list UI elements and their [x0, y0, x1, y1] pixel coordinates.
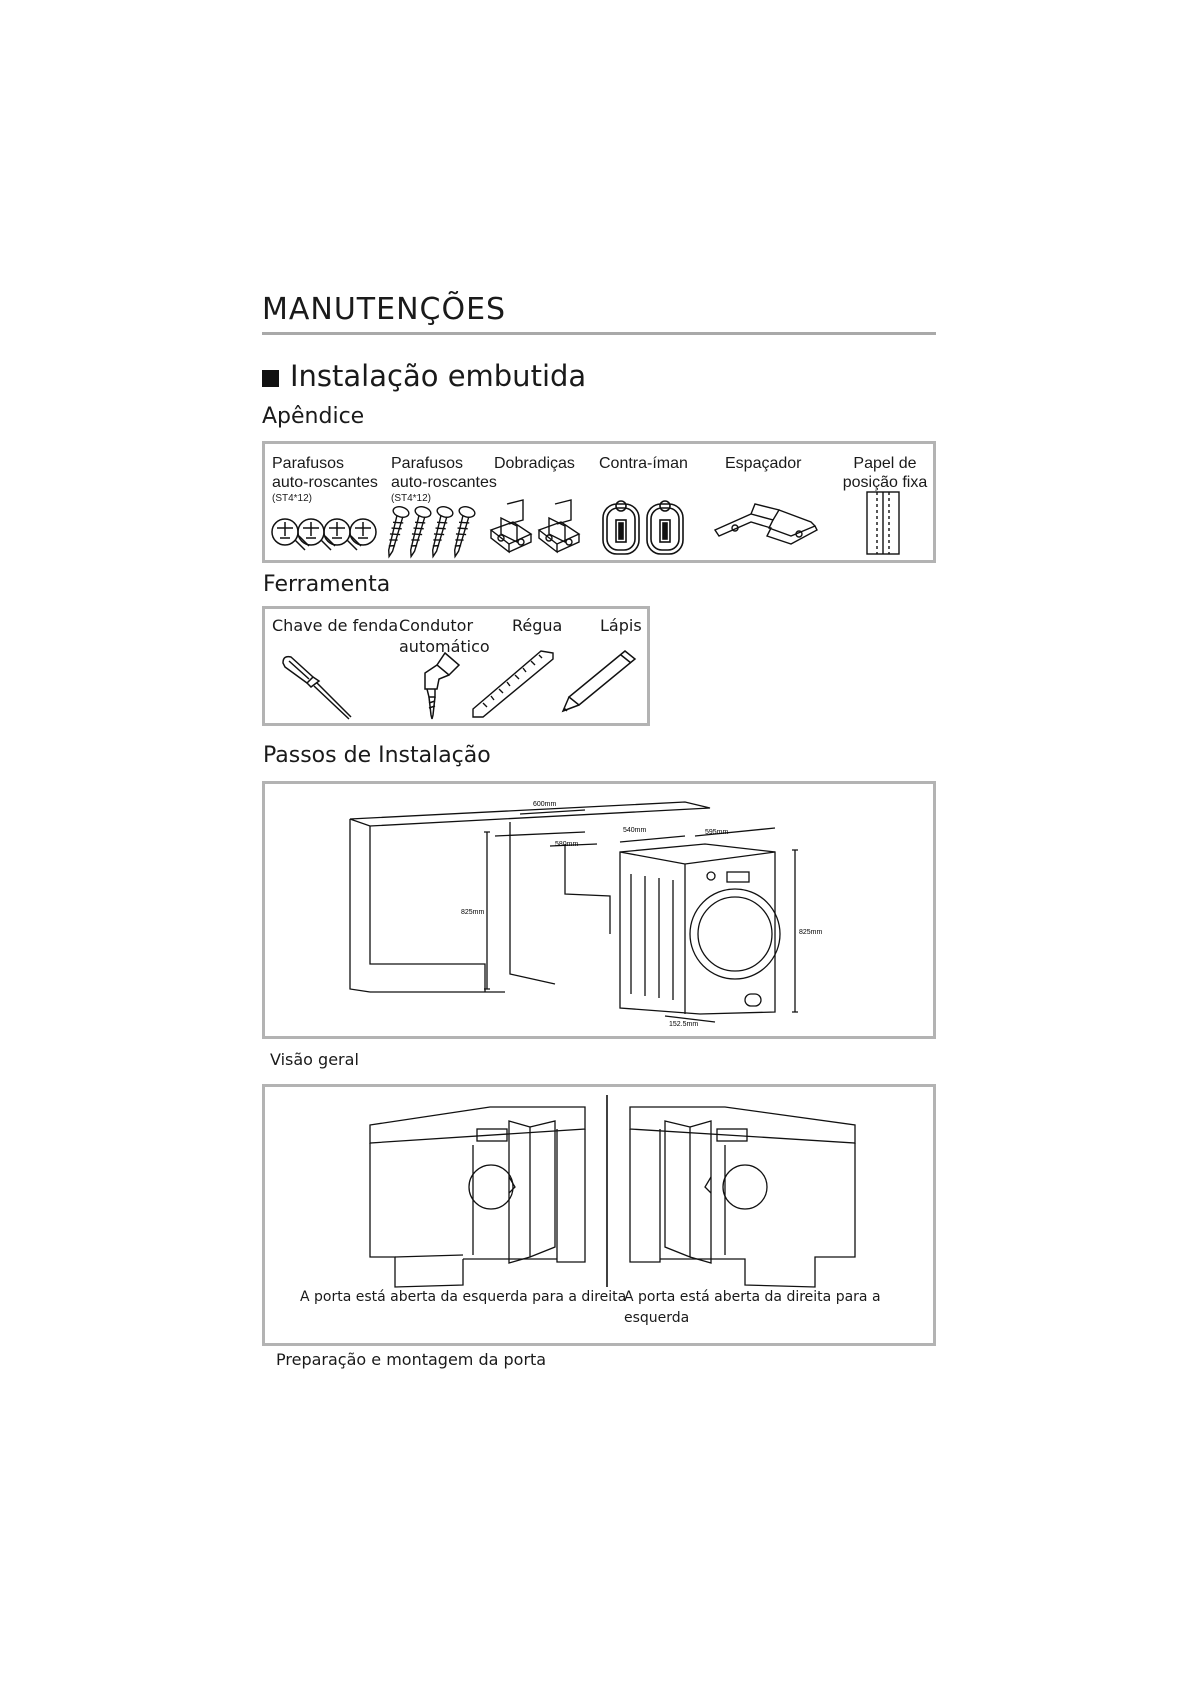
- dim-machine-height: 825mm: [799, 929, 823, 936]
- section-bullet: [262, 370, 279, 387]
- page-title: MANUTENÇÕES: [262, 292, 507, 327]
- appendix-item-1-label: Parafusos auto-roscantes: [272, 455, 378, 491]
- dim-machine-width: 595mm: [705, 829, 729, 836]
- door-caption: Preparação e montagem da porta: [276, 1350, 547, 1369]
- door-box: [262, 1084, 936, 1346]
- dim-machine-depth: 540mm: [623, 827, 647, 834]
- power-drill-icon: [415, 651, 465, 721]
- ruler-icon: [469, 647, 559, 719]
- appendix-item-6-label: Papel de posição fixa: [842, 455, 928, 491]
- flat-screws-icon: [269, 510, 379, 555]
- appendix-item-5-label: Espaçador: [725, 455, 802, 472]
- position-paper-icon: [863, 488, 903, 558]
- appendix-item-1-spec: (ST4*12): [272, 493, 313, 504]
- door-right-caption: A porta está aberta da direita para a esquerda: [624, 1289, 881, 1326]
- tool-4-label: Lápis: [600, 616, 642, 635]
- appendix-item-4-label: Contra-íman: [599, 455, 688, 472]
- title-divider: [262, 332, 936, 335]
- appendix-item-2-spec: (ST4*12): [391, 493, 432, 504]
- tool-3-label: Régua: [512, 616, 563, 635]
- counter-magnets-icon: [599, 496, 689, 558]
- overview-box: [262, 781, 936, 1039]
- appendix-item-2-label: Parafusos auto-roscantes: [391, 455, 497, 491]
- appendix-item-3-label: Dobradiças: [494, 455, 575, 472]
- appendix-heading: Apêndice: [262, 404, 365, 429]
- steps-heading: Passos de Instalação: [263, 743, 491, 768]
- tools-box: [262, 606, 650, 726]
- pencil-icon: [561, 647, 639, 715]
- dim-cabinet-height: 825mm: [461, 909, 485, 916]
- tools-heading: Ferramenta: [263, 572, 391, 597]
- dim-cabinet-depth: 580mm: [555, 841, 579, 848]
- dim-cabinet-width: 600mm: [533, 801, 557, 808]
- tapping-screws-icon: [387, 504, 477, 556]
- screwdriver-icon: [281, 653, 357, 723]
- overview-caption: Visão geral: [270, 1050, 359, 1069]
- tool-1-label: Chave de fenda: [272, 616, 399, 635]
- spacer-icon: [711, 500, 821, 550]
- door-left-caption: A porta está aberta da esquerda para a direita: [300, 1289, 627, 1305]
- section-title: Instalação embutida: [290, 359, 587, 393]
- tool-2-label: Condutor automático: [399, 616, 490, 656]
- dim-plinth: 152.5mm: [669, 1021, 699, 1028]
- appendix-box: [262, 441, 936, 563]
- hinges-icon: [483, 496, 583, 556]
- overview-diagram: [265, 784, 933, 1036]
